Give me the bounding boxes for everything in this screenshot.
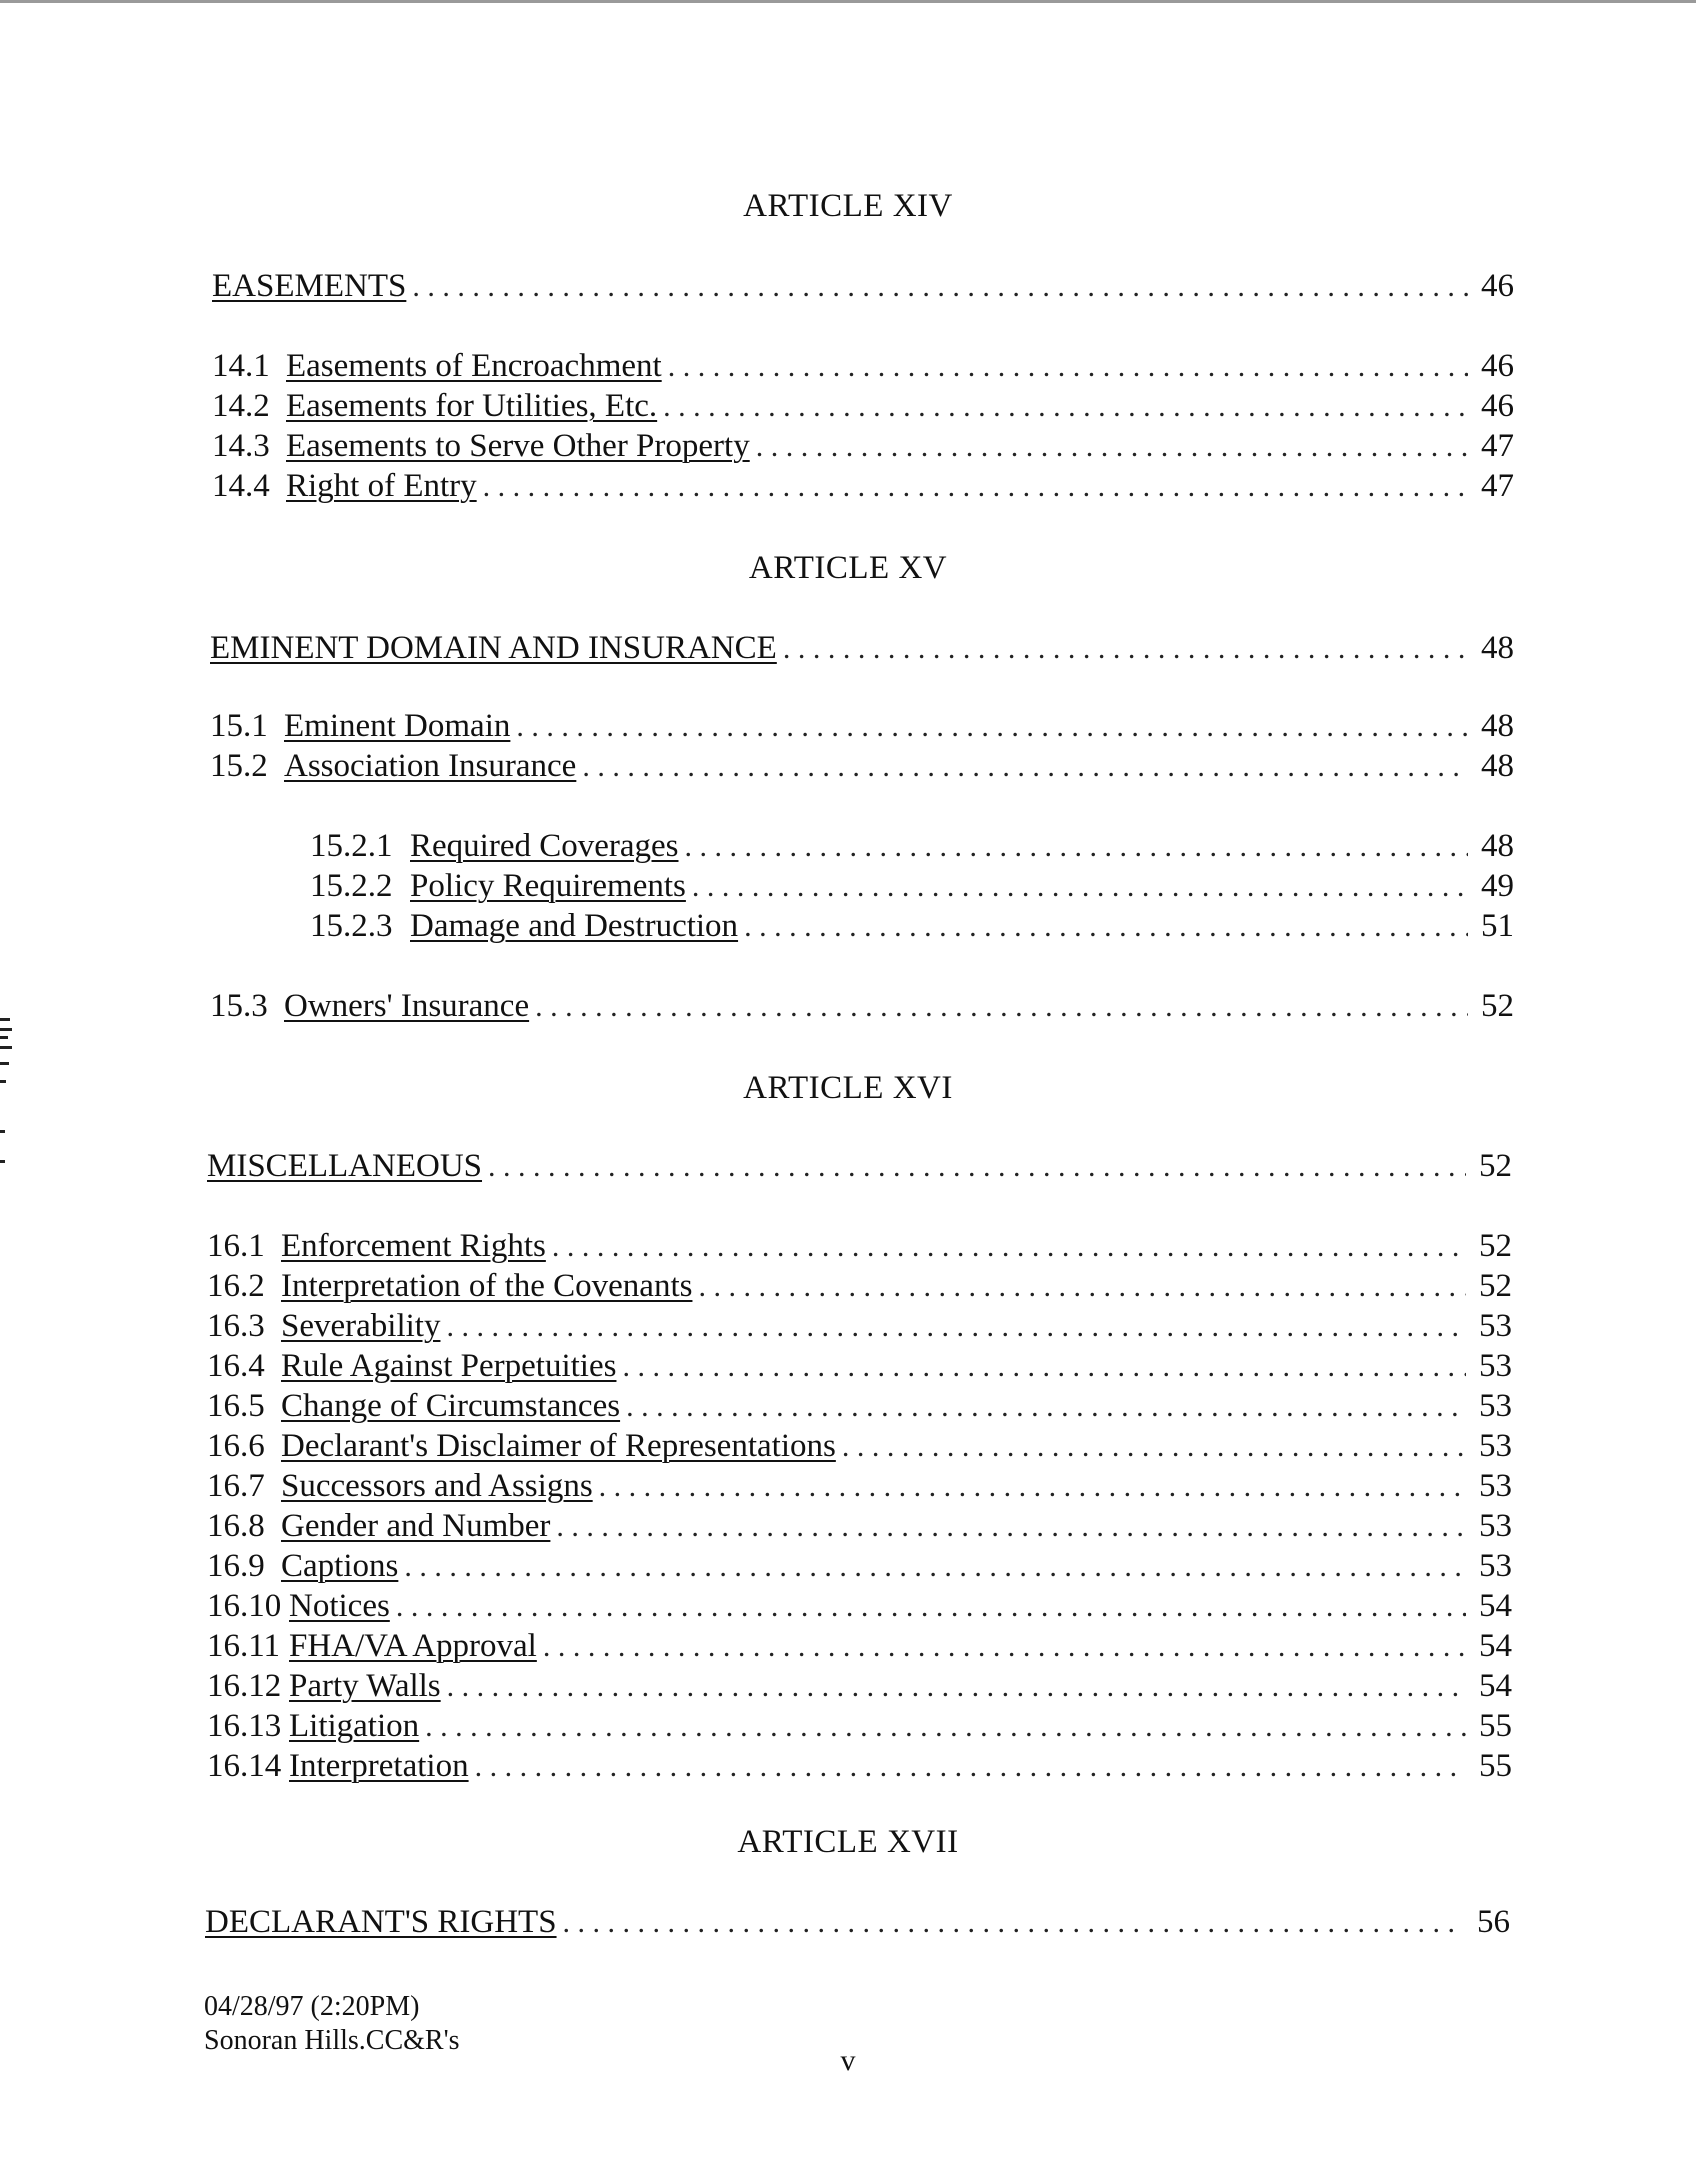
toc-page-number: 52	[1479, 1228, 1512, 1264]
toc-page-number: 48	[1481, 828, 1514, 864]
toc-entry[interactable]	[207, 1666, 1512, 1707]
dot-leader	[582, 747, 1468, 787]
dot-leader	[483, 467, 1468, 507]
toc-number: 16.7	[207, 1468, 265, 1504]
toc-page-number: 53	[1479, 1548, 1512, 1584]
toc-entry[interactable]	[207, 1466, 1512, 1507]
toc-entry[interactable]	[212, 386, 1514, 427]
article-heading: ARTICLE XV	[748, 550, 948, 586]
dot-leader	[692, 867, 1468, 907]
toc-number: 15.1	[210, 708, 268, 744]
toc-entry[interactable]	[207, 1426, 1512, 1467]
toc-number: 16.11	[207, 1628, 281, 1664]
footer-page-number: v	[840, 2044, 856, 2077]
article-heading: ARTICLE XVI	[743, 1070, 953, 1106]
toc-title: Easements of Encroachment	[286, 348, 662, 384]
toc-entry[interactable]	[207, 1306, 1512, 1347]
toc-title: Successors and Assigns	[281, 1468, 593, 1504]
toc-subentry[interactable]	[310, 906, 1514, 947]
toc-title: EMINENT DOMAIN AND INSURANCE	[210, 630, 777, 666]
dot-leader	[543, 1627, 1466, 1667]
toc-title: Owners' Insurance	[284, 988, 530, 1024]
toc-title: MISCELLANEOUS	[207, 1148, 483, 1184]
toc-number: 16.13	[207, 1708, 282, 1744]
toc-page-number: 52	[1479, 1268, 1512, 1304]
toc-title: Enforcement Rights	[281, 1228, 546, 1264]
dot-leader	[599, 1467, 1466, 1507]
toc-title: Litigation	[289, 1708, 420, 1744]
toc-title: Eminent Domain	[284, 708, 511, 744]
dot-leader	[396, 1587, 1466, 1627]
toc-entry[interactable]	[210, 986, 1514, 1027]
toc-number: 16.8	[207, 1508, 265, 1544]
toc-title: Captions	[281, 1548, 399, 1584]
toc-entry[interactable]	[212, 426, 1514, 467]
toc-entry[interactable]	[210, 746, 1514, 787]
toc-page-number: 55	[1479, 1748, 1512, 1784]
toc-title: Change of Circumstances	[281, 1388, 621, 1424]
toc-page-number: 46	[1481, 388, 1514, 424]
toc-entry[interactable]	[210, 706, 1514, 747]
toc-title: Declarant's Disclaimer of Representations	[281, 1428, 836, 1464]
toc-entry[interactable]	[207, 1266, 1512, 1307]
toc-entry[interactable]	[212, 466, 1514, 507]
toc-entry[interactable]	[212, 346, 1514, 387]
dot-leader	[488, 1147, 1466, 1187]
toc-entry[interactable]	[207, 1626, 1512, 1667]
toc-page-number: 54	[1479, 1628, 1512, 1664]
toc-title: Easements for Utilities, Etc.	[286, 388, 658, 424]
toc-number: 14.2	[212, 388, 270, 424]
scan-top-edge	[0, 0, 1696, 3]
dot-leader	[842, 1427, 1466, 1467]
toc-number: 16.12	[207, 1668, 282, 1704]
toc-page-number: 53	[1479, 1468, 1512, 1504]
footer-timestamp: 04/28/97 (2:20PM)	[204, 1991, 420, 2022]
dot-leader	[756, 427, 1468, 467]
toc-entry[interactable]	[207, 1546, 1512, 1587]
toc-entry[interactable]	[207, 1586, 1512, 1627]
toc-number: 16.9	[207, 1548, 265, 1584]
toc-page-number: 55	[1479, 1708, 1512, 1744]
toc-title: EASEMENTS	[212, 268, 407, 304]
dot-leader	[516, 707, 1468, 747]
toc-number: 15.2.2	[310, 868, 393, 904]
dot-leader	[404, 1547, 1466, 1587]
toc-main-entry[interactable]	[205, 1902, 1510, 1943]
toc-number: 14.4	[212, 468, 270, 504]
toc-page-number: 49	[1481, 868, 1514, 904]
toc-number: 15.3	[210, 988, 268, 1024]
toc-number: 14.1	[212, 348, 270, 384]
toc-page-number: 46	[1481, 268, 1514, 304]
dot-leader	[563, 1903, 1464, 1943]
toc-number: 16.14	[207, 1748, 282, 1784]
dot-leader	[783, 629, 1468, 669]
toc-entry[interactable]	[207, 1346, 1512, 1387]
toc-page-number: 52	[1479, 1148, 1512, 1184]
dot-leader	[622, 1347, 1466, 1387]
toc-entry[interactable]	[207, 1386, 1512, 1427]
dot-leader	[556, 1507, 1466, 1547]
dot-leader	[663, 387, 1468, 427]
toc-title: Gender and Number	[281, 1508, 551, 1544]
toc-number: 15.2.1	[310, 828, 393, 864]
dot-leader	[446, 1307, 1466, 1347]
toc-page-number: 48	[1481, 748, 1514, 784]
dot-leader	[744, 907, 1468, 947]
toc-title: Policy Requirements	[410, 868, 686, 904]
toc-entry[interactable]	[207, 1506, 1512, 1547]
toc-title: DECLARANT'S RIGHTS	[205, 1904, 557, 1940]
toc-number: 15.2	[210, 748, 268, 784]
toc-page-number: 56	[1477, 1904, 1510, 1940]
toc-number: 16.1	[207, 1228, 265, 1264]
article-heading: ARTICLE XIV	[743, 188, 953, 224]
toc-page-number: 53	[1479, 1388, 1512, 1424]
toc-page-number: 51	[1481, 908, 1514, 944]
dot-leader	[425, 1707, 1466, 1747]
toc-page-number: 54	[1479, 1588, 1512, 1624]
toc-page-number: 53	[1479, 1508, 1512, 1544]
toc-title: Interpretation of the Covenants	[281, 1268, 693, 1304]
toc-title: Damage and Destruction	[410, 908, 739, 944]
dot-leader	[447, 1667, 1466, 1707]
toc-subentry[interactable]	[310, 826, 1514, 867]
toc-title: Rule Against Perpetuities	[281, 1348, 617, 1384]
toc-page-number: 53	[1479, 1348, 1512, 1384]
toc-title: Notices	[289, 1588, 390, 1624]
toc-number: 16.2	[207, 1268, 265, 1304]
toc-main-entry[interactable]	[210, 628, 1514, 669]
toc-number: 15.2.3	[310, 908, 393, 944]
dot-leader	[626, 1387, 1466, 1427]
toc-title: FHA/VA Approval	[289, 1628, 537, 1664]
dot-leader	[698, 1267, 1466, 1307]
toc-page-number: 47	[1481, 468, 1514, 504]
toc-title: Party Walls	[289, 1668, 441, 1704]
toc-main-entry[interactable]	[207, 1146, 1512, 1187]
footer-filename: Sonoran Hills.CC&R's	[204, 2025, 460, 2056]
dot-leader	[475, 1747, 1466, 1787]
toc-page-number: 46	[1481, 348, 1514, 384]
toc-title: Interpretation	[289, 1748, 469, 1784]
toc-number: 16.5	[207, 1388, 265, 1424]
dot-leader	[535, 987, 1468, 1027]
toc-number: 16.6	[207, 1428, 265, 1464]
toc-page-number: 53	[1479, 1428, 1512, 1464]
toc-page-number: 52	[1481, 988, 1514, 1024]
dot-leader	[412, 267, 1468, 307]
dot-leader	[668, 347, 1468, 387]
toc-main-entry[interactable]	[212, 266, 1514, 307]
toc-number: 16.10	[207, 1588, 282, 1624]
toc-page-number: 54	[1479, 1668, 1512, 1704]
article-heading: ARTICLE XVII	[737, 1824, 959, 1860]
toc-subentry[interactable]	[310, 866, 1514, 907]
toc-page-number: 47	[1481, 428, 1514, 464]
toc-entry[interactable]	[207, 1746, 1512, 1787]
dot-leader	[685, 827, 1469, 867]
toc-title: Required Coverages	[410, 828, 679, 864]
toc-number: 14.3	[212, 428, 270, 464]
dot-leader	[552, 1227, 1466, 1267]
toc-page-number: 48	[1481, 708, 1514, 744]
toc-title: Severability	[281, 1308, 441, 1344]
toc-entry[interactable]	[207, 1226, 1512, 1267]
toc-page-number: 53	[1479, 1308, 1512, 1344]
toc-title: Right of Entry	[286, 468, 477, 504]
toc-number: 16.3	[207, 1308, 265, 1344]
toc-title: Association Insurance	[284, 748, 577, 784]
toc-title: Easements to Serve Other Property	[286, 428, 750, 464]
toc-entry[interactable]	[207, 1706, 1512, 1747]
toc-page-number: 48	[1481, 630, 1514, 666]
toc-number: 16.4	[207, 1348, 265, 1384]
